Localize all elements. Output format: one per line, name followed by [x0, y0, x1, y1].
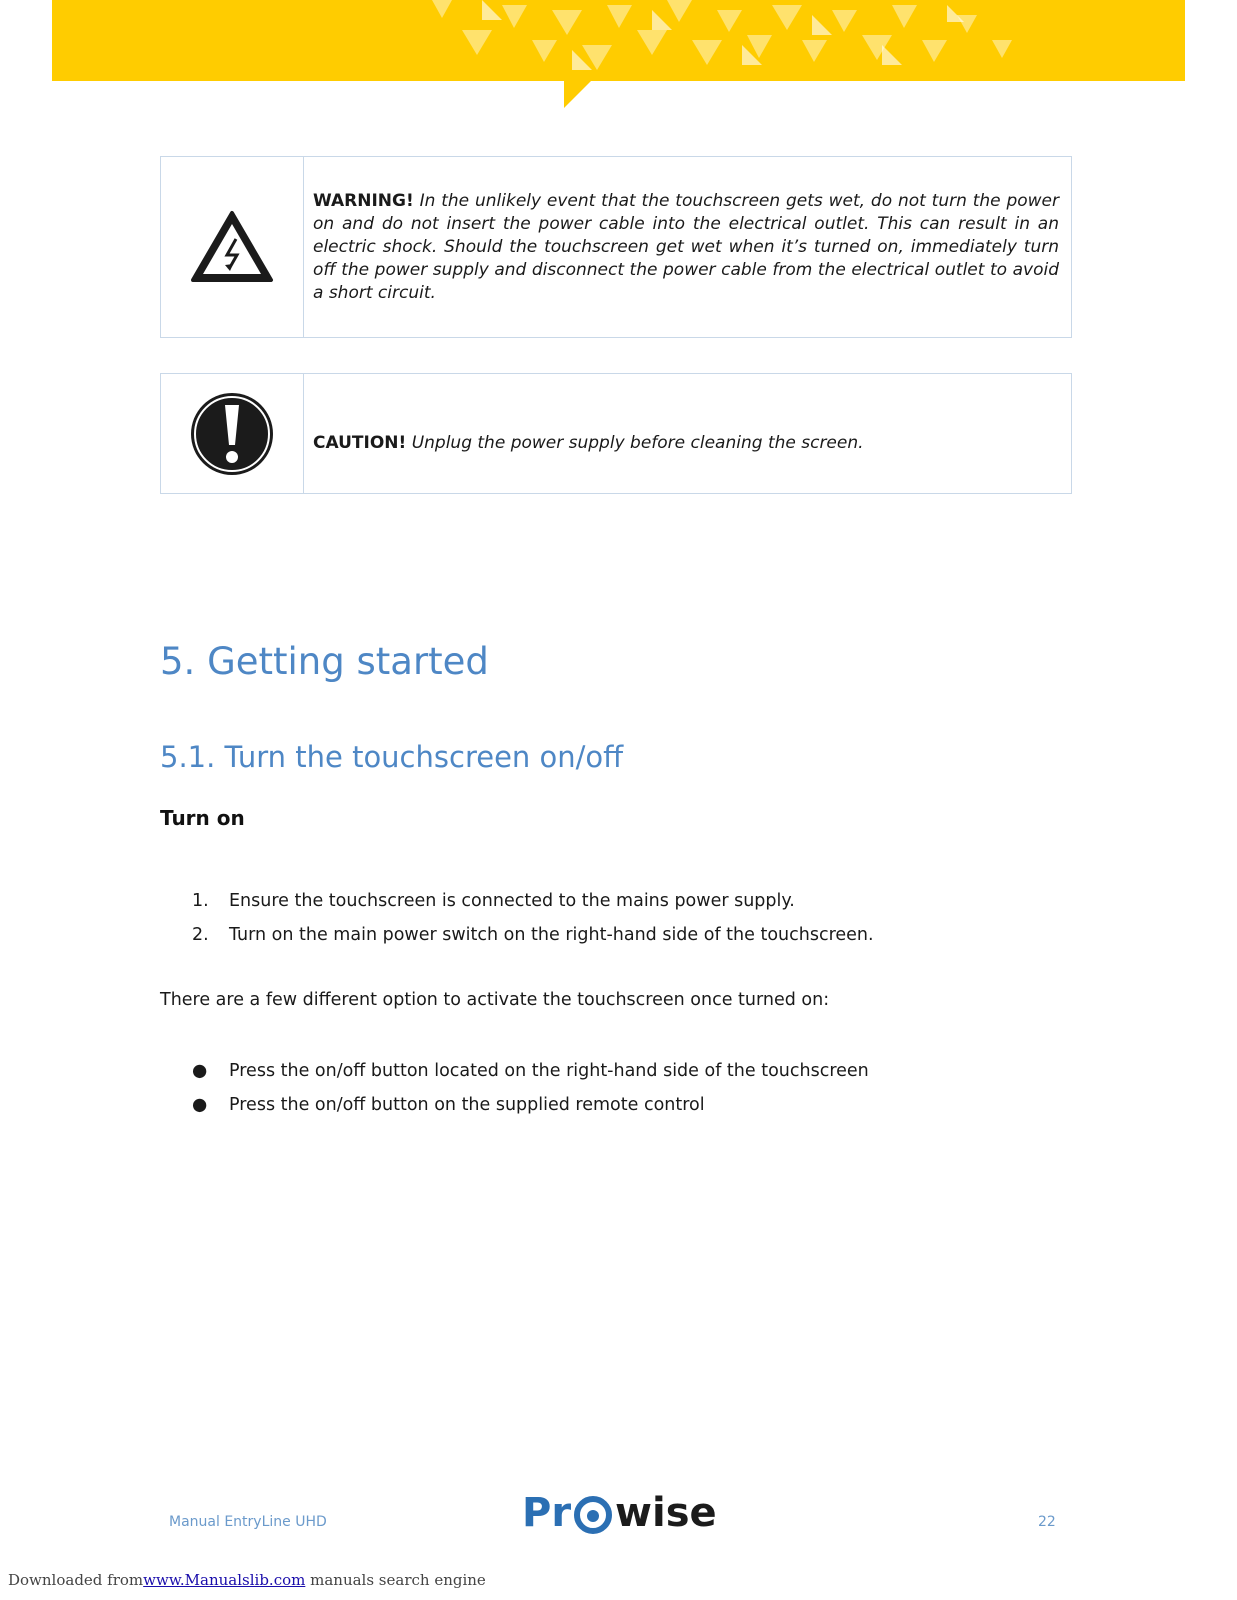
bullet-icon: ● — [192, 1061, 208, 1081]
list-item-text: Press the on/off button on the supplied remote control — [229, 1095, 705, 1115]
list-item — [192, 884, 874, 918]
logo-eye-icon — [573, 1495, 613, 1535]
list-marker: 2. — [192, 925, 209, 945]
manualslib-link[interactable]: www.Manualslib.com — [143, 1571, 306, 1589]
section-heading: 5. Getting started — [160, 640, 489, 683]
exclamation-icon — [189, 391, 275, 477]
warning-icon-cell — [161, 157, 304, 337]
intro-paragraph: There are a few different option to activate the touchscreen once turned on: — [160, 990, 830, 1010]
list-item — [192, 918, 874, 952]
warning-label: WARNING! — [313, 191, 414, 211]
warning-text — [313, 190, 1059, 305]
caution-label: CAUTION! — [313, 433, 407, 453]
options-list — [192, 1054, 869, 1122]
download-prefix: Downloaded from — [8, 1571, 144, 1589]
caution-body: Unplug the power supply before cleaning the screen. — [411, 433, 864, 453]
caution-box — [160, 373, 1072, 494]
list-item-text: Ensure the touchscreen is connected to the mains power supply. — [229, 891, 795, 911]
banner-tab — [564, 80, 592, 108]
bullet-icon: ● — [192, 1095, 208, 1115]
logo-part-2: wise — [615, 1490, 717, 1536]
topic-heading: Turn on — [160, 806, 245, 830]
electric-hazard-icon — [189, 209, 275, 285]
logo-part-1: Pr — [522, 1490, 572, 1536]
footer-manual-name: Manual EntryLine UHD — [169, 1514, 327, 1530]
steps-list — [192, 884, 874, 952]
caution-text — [313, 432, 864, 455]
header-banner — [52, 0, 1185, 81]
warning-box — [160, 156, 1072, 338]
list-item — [192, 1054, 869, 1088]
banner-pattern — [52, 0, 1185, 81]
list-item-text: Turn on the main power switch on the right-hand side of the touchscreen. — [229, 925, 874, 945]
prowise-logo — [522, 1490, 717, 1536]
list-marker: 1. — [192, 891, 209, 911]
list-item — [192, 1088, 869, 1122]
warning-body: In the unlikely event that the touchscreen gets wet, do not turn the power on and do not insert the power cable into the electrical outlet. This can result in an electric shock. Should the touchscreen get wet when it’s turned on, immediately turn off the power supply and disconnect the power cable from the electrical outlet to avoid a short circuit. — [313, 191, 1060, 303]
download-note — [8, 1571, 486, 1589]
list-item-text: Press the on/off button located on the right-hand side of the touchscreen — [229, 1061, 869, 1081]
caution-icon-cell — [161, 374, 304, 493]
page-number: 22 — [1038, 1514, 1056, 1530]
subsection-heading: 5.1. Turn the touchscreen on/off — [160, 740, 624, 774]
download-suffix: manuals search engine — [305, 1571, 486, 1589]
